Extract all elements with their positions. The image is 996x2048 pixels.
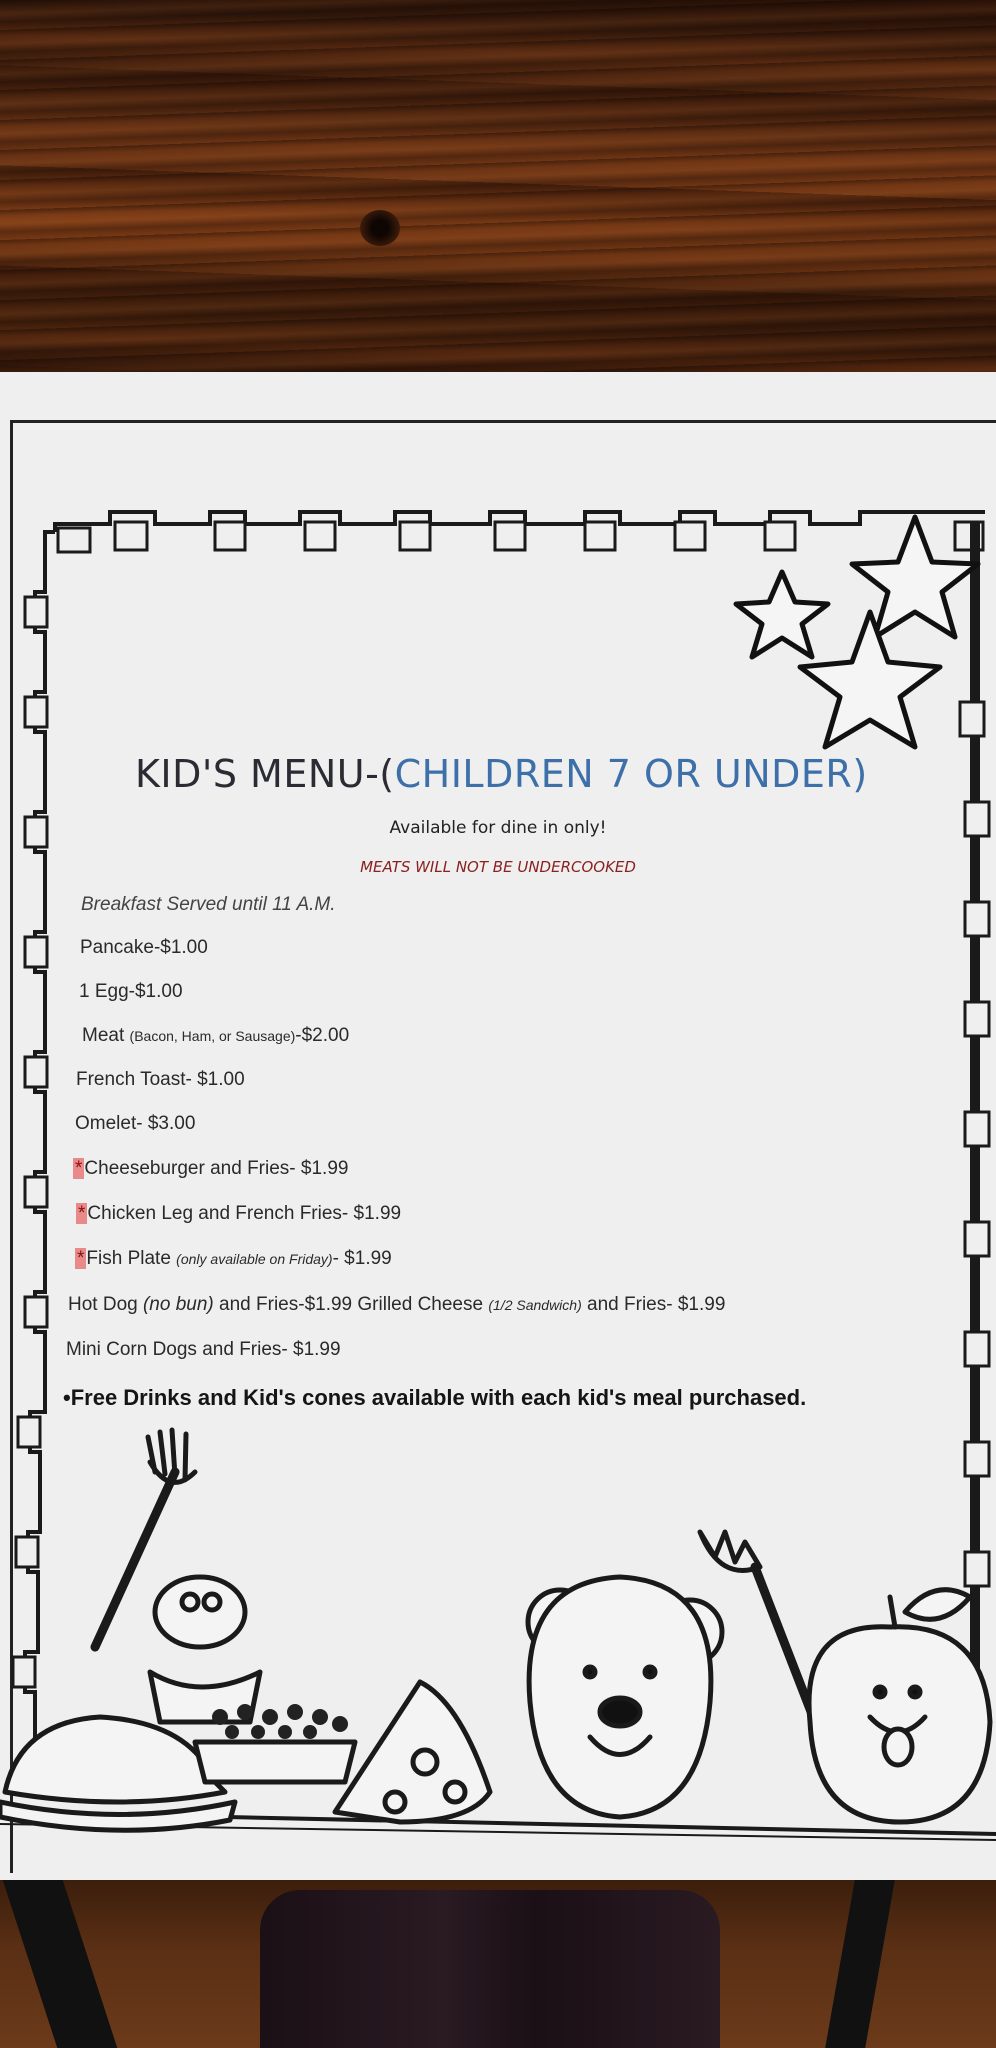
menu-title xyxy=(135,752,868,796)
wood-knot xyxy=(360,210,400,246)
wooden-table xyxy=(0,0,996,400)
undercooked-warning: MEATS WILL NOT BE UNDERCOOKED xyxy=(360,858,636,876)
grilled-cheese-detail: (1/2 Sandwich) xyxy=(488,1297,582,1313)
title-main: KID'S MENU-( xyxy=(135,752,395,796)
cheeseburger-text: Cheeseburger and Fries- $1.99 xyxy=(84,1158,349,1179)
grilled-cheese-price: and Fries- $1.99 xyxy=(581,1294,726,1315)
hotdog-detail: (no bun) xyxy=(142,1294,214,1315)
menu-paper xyxy=(0,372,996,1880)
fish-label: Fish Plate xyxy=(86,1248,177,1269)
meat-price: -$2.00 xyxy=(295,1025,350,1046)
star-marker: * xyxy=(77,1248,85,1269)
title-age-limit: CHILDREN 7 OR UNDER) xyxy=(394,752,868,796)
cheeseburger-item xyxy=(73,1158,348,1180)
egg-item: 1 Egg-$1.00 xyxy=(79,981,183,1002)
hotdog-price: and Fries-$1.99 Grilled Cheese xyxy=(213,1294,489,1315)
breakfast-note: Breakfast Served until 11 A.M. xyxy=(81,894,336,915)
fish-price: - $1.99 xyxy=(332,1248,392,1269)
corn-dogs-item: Mini Corn Dogs and Fries- $1.99 xyxy=(66,1339,341,1360)
meat-label: Meat xyxy=(82,1025,130,1046)
availability-note: Available for dine in only! xyxy=(389,818,607,838)
chicken-leg-item xyxy=(76,1203,401,1225)
omelet-item: Omelet- $3.00 xyxy=(75,1113,196,1134)
star-marker: * xyxy=(75,1158,83,1179)
person-legs xyxy=(260,1890,720,2048)
free-drinks-note: •Free Drinks and Kid's cones available with each kid's meal purchased. xyxy=(63,1385,807,1410)
hotdog-grilled-cheese-item xyxy=(68,1294,725,1316)
fish-detail: (only available on Friday) xyxy=(176,1251,333,1267)
meat-item xyxy=(82,1025,349,1047)
star-marker: * xyxy=(78,1203,86,1224)
pancake-item: Pancake-$1.00 xyxy=(80,937,208,958)
fish-plate-item xyxy=(75,1248,392,1270)
meat-detail: (Bacon, Ham, or Sausage) xyxy=(129,1028,296,1044)
hotdog-label: Hot Dog xyxy=(68,1294,143,1315)
chicken-leg-text: Chicken Leg and French Fries- $1.99 xyxy=(87,1203,402,1224)
french-toast-item: French Toast- $1.00 xyxy=(76,1069,245,1090)
